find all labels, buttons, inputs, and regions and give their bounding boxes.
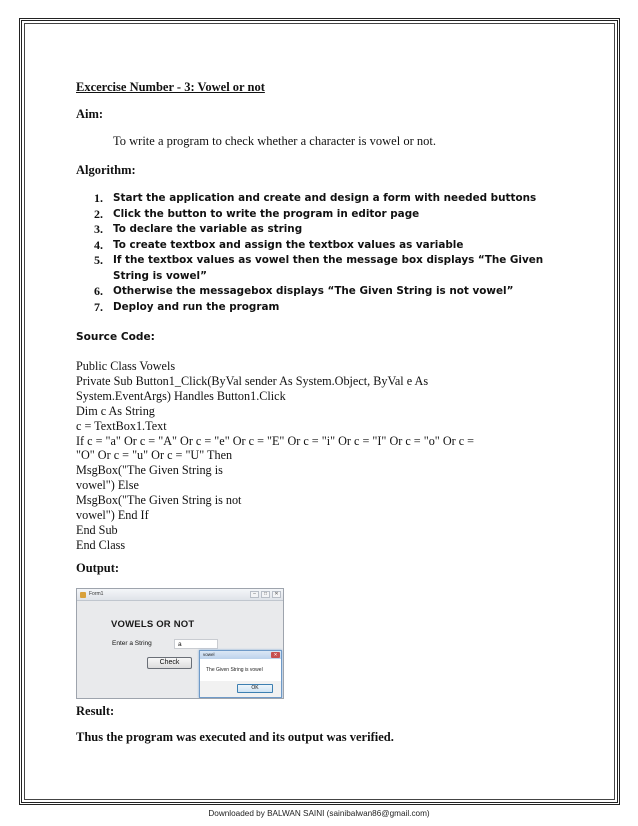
maximize-icon: □	[261, 591, 270, 598]
output-screenshot	[76, 588, 284, 699]
form-heading: VOWELS OR NOT	[111, 619, 195, 630]
algorithm-step: 1. Start the application and create and design a form with needed buttons	[94, 191, 537, 205]
form-titlebar	[77, 589, 283, 601]
message-box-title: vowel	[203, 652, 215, 657]
code-line: System.EventArgs) Handles Button1.Click	[76, 388, 286, 403]
algorithm-step: 4. To create textbox and assign the textbox values as variable	[94, 237, 464, 252]
message-box-text: The Given String is vowel	[206, 667, 263, 673]
message-box-body	[200, 659, 281, 681]
algorithm-step: 2. Click the button to write the program in editor page	[94, 206, 420, 221]
code-line: vowel") Else	[76, 478, 139, 493]
algorithm-step: 5. If the textbox values as vowel then the message box displays “The Given String is vowel”	[94, 253, 544, 282]
message-box-close-icon: ✕	[271, 652, 280, 658]
aim-text: To write a program to check whether a character is vowel or not.	[113, 134, 436, 148]
code-line: MsgBox("The Given String is not	[76, 493, 242, 508]
code-line: c = TextBox1.Text	[76, 418, 167, 433]
source-code-heading: Source Code:	[76, 331, 155, 343]
result-text: Thus the program was executed and its output was verified.	[76, 730, 394, 744]
code-line: End Sub	[76, 522, 118, 537]
form-check-button: Check	[147, 657, 192, 669]
window-controls	[250, 591, 281, 598]
minimize-icon: –	[250, 591, 259, 598]
form-input-label: Enter a String	[112, 640, 152, 647]
algorithm-step: 3. To declare the variable as string	[94, 222, 303, 236]
message-box-ok-button: OK	[237, 684, 273, 693]
code-line: Public Class Vowels	[76, 359, 176, 373]
form-app-icon	[80, 592, 86, 598]
code-line: End Class	[76, 537, 126, 552]
code-line: If c = "a" Or c = "A" Or c = "e" Or c = "E" Or c = "i" Or c = "I" Or c = "o" Or c =	[76, 433, 475, 448]
download-footer: Downloaded by BALWAN SAINI (sainibalwan86@gmail.com)	[208, 809, 430, 818]
code-line: Private Sub Button1_Click(ByVal sender As System.Object, ByVal e As	[76, 373, 429, 388]
source-code-block	[76, 359, 556, 553]
code-line: Dim c As String	[76, 403, 155, 418]
algorithm-step: 6. Otherwise the messagebox displays “The Given String is not vowel”	[94, 284, 514, 298]
algorithm-list	[94, 191, 564, 315]
exercise-title: Excercise Number - 3: Vowel or not	[76, 80, 265, 94]
output-heading: Output:	[76, 561, 120, 575]
message-box	[199, 650, 282, 698]
form-text-input: a	[174, 639, 218, 649]
code-line: vowel") End If	[76, 508, 149, 523]
message-box-titlebar	[200, 651, 281, 659]
algorithm-step: 7. Deploy and run the program	[94, 299, 280, 314]
algorithm-heading: Algorithm:	[76, 163, 136, 177]
aim-heading: Aim:	[76, 107, 104, 121]
result-heading: Result:	[76, 704, 115, 718]
form-title: Form1	[89, 591, 104, 597]
code-line: "O" Or c = "u" Or c = "U" Then	[76, 448, 233, 463]
close-icon: ✕	[272, 591, 281, 598]
code-line: MsgBox("The Given String is	[76, 463, 223, 478]
